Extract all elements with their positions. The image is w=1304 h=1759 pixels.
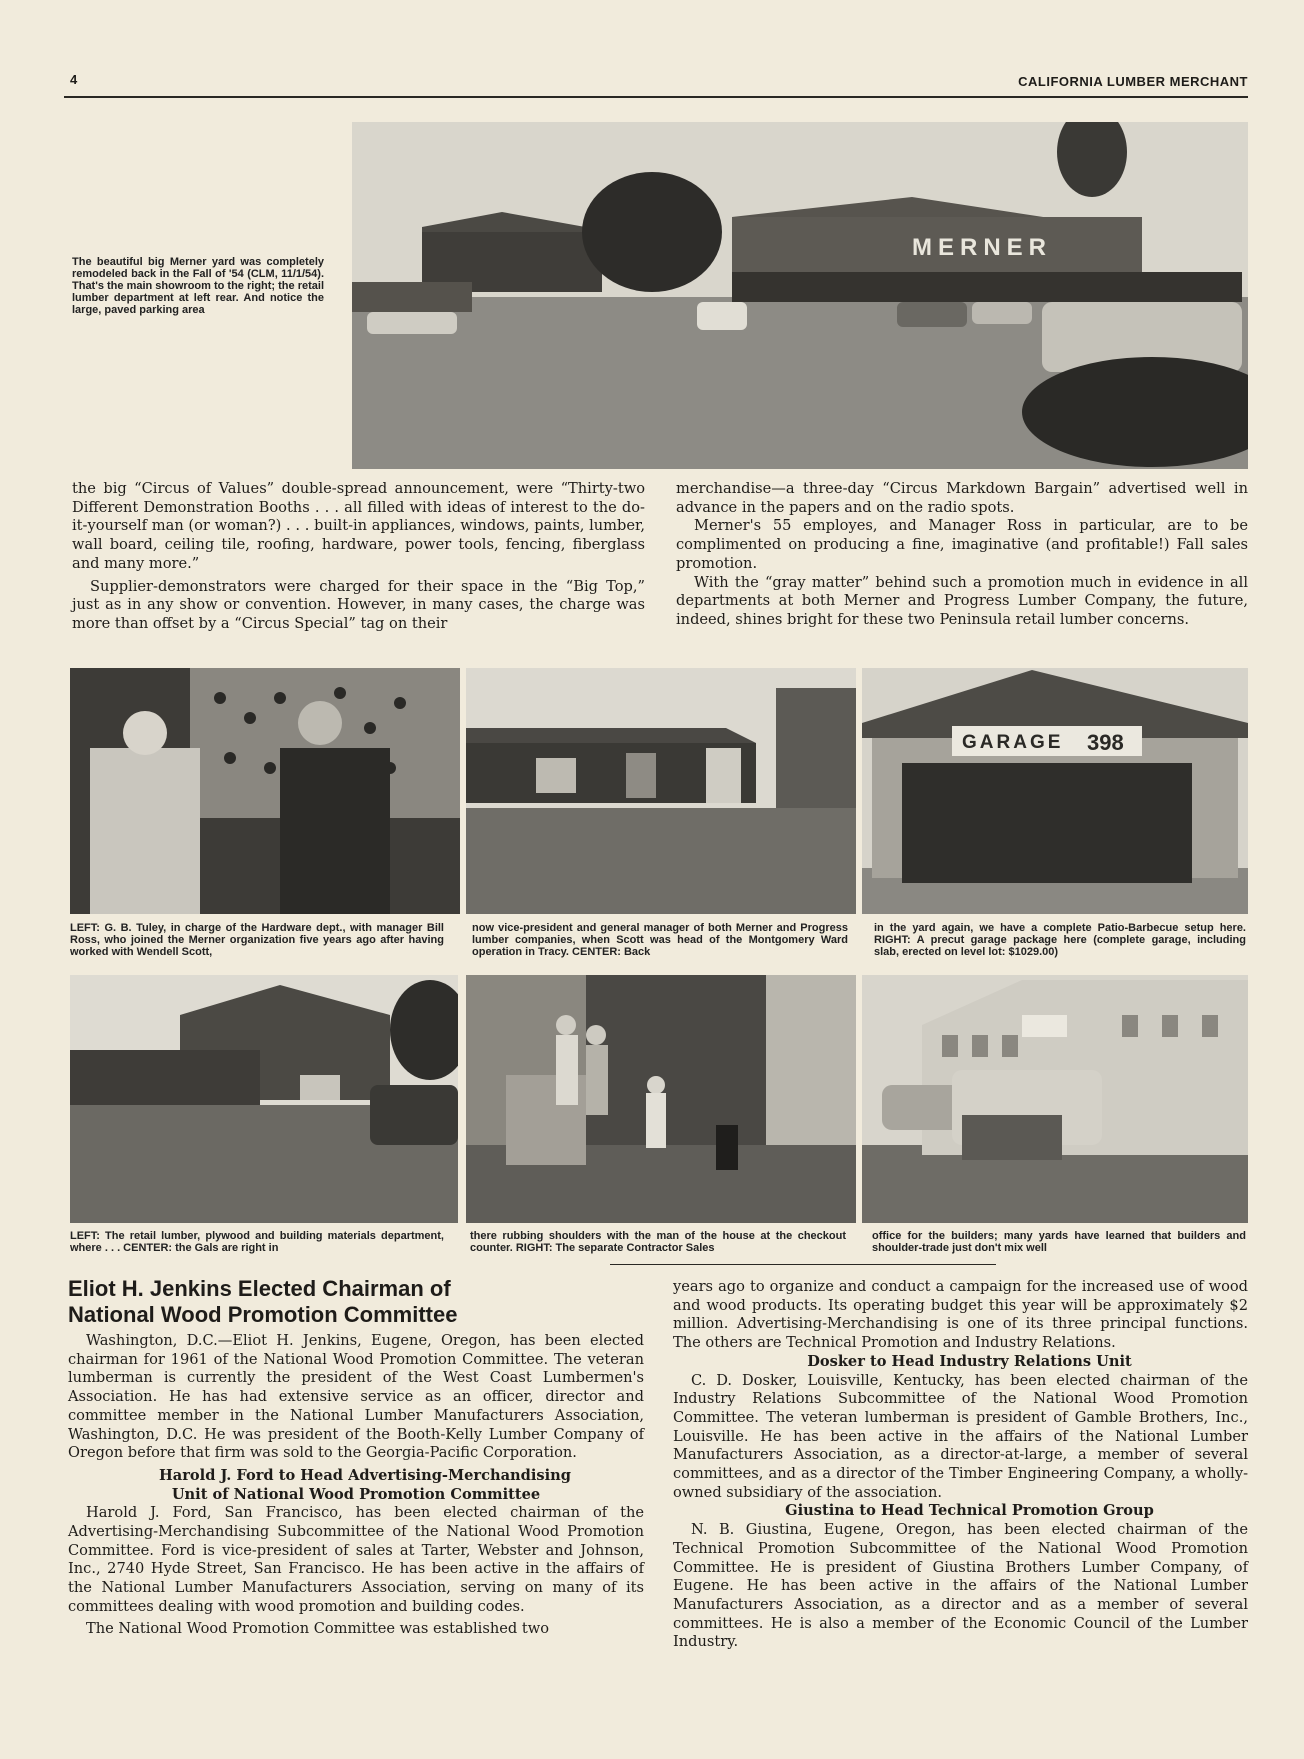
row2-caption-left: LEFT: The retail lumber, plywood and building materials department, where . . . CENTER: the Gals are right in — [70, 1230, 444, 1254]
article2-paragraph: Washington, D.C.—Eliot H. Jenkins, Eugene, Oregon, has been elected chairman for 1961 of the National Wood Promotion Committee. The veteran lumberman is currently the president of the West Coast Lumbermen's Association. He has had extensive service as an officer, director and committee member in the National Lumber Manufacturers Association, Washington, D.C. He was president of the Booth-Kelly Lumber Company of Oregon before that firm was sold to the Georgia-Pacific Corporation. — [68, 1332, 644, 1462]
row1-caption-left: LEFT: G. B. Tuley, in charge of the Hardware dept., with manager Bill Ross, who joined the Merner organization five years ago after having worked with Wendell Scott, — [70, 922, 444, 958]
garage-sign: GARAGE — [962, 732, 1064, 753]
retail-lumber-dept-photo — [70, 975, 458, 1223]
article2-headline — [68, 1276, 644, 1328]
article2-paragraph: Harold J. Ford, San Francisco, has been elected chairman of the Advertising-Merchandising Subcommittee of the National Wood Promotion Committee. Ford is vice-president of sales at Tarter, Webster and Johnson, Inc., 2740 Hyde Street, San Francisco. He has been active in the affairs of the National Lumber Manufacturers Association, serving on many of its committees dealing with wood promotion and building codes. — [68, 1504, 644, 1615]
patio-barbecue-photo — [466, 668, 856, 914]
merner-sign: MERNER — [912, 234, 1053, 261]
row2-caption-center: there rubbing shoulders with the man of the house at the checkout counter. RIGHT: The separate Contractor Sales — [470, 1230, 846, 1254]
top-photo-caption: The beautiful big Merner yard was completely remodeled back in the Fall of '54 (CLM, 11/1/54). That's the main showroom to the right; the retail lumber department at left rear. And notice the large, paved parking area — [72, 256, 324, 316]
article2-paragraph: C. D. Dosker, Louisville, Kentucky, has been elected chairman of the Industry Relations Subcommittee of the National Wood Promotion Committee. The veteran lumberman is president of Gamble Brothers, Inc., Louisville. He has been active in the affairs of the National Lumber Manufacturers Association, as a director-at-large, a member of several committees, and as a director of the Timber Engineering Company, a wholly-owned subsidiary of the association. — [673, 1371, 1248, 1501]
subhead-ford-line1: Harold J. Ford to Head Advertising-Merchandising — [159, 1466, 571, 1484]
article2-column2 — [673, 1278, 1248, 1652]
article1-paragraph: Merner's 55 employes, and Manager Ross in particular, are to be complimented on producing a fine, imaginative (and profitable!) Fall sales promotion. — [676, 517, 1248, 572]
row2-caption-right: office for the builders; many yards have learned that builders and shoulder-trade just don't mix well — [872, 1230, 1246, 1254]
subhead-ford-line2: Unit of National Wood Promotion Committee — [171, 1485, 541, 1503]
article2-column1 — [68, 1276, 644, 1638]
header-rule — [64, 96, 1248, 98]
article2-paragraph: The National Wood Promotion Committee was established two — [86, 1619, 550, 1637]
garage-package-photo — [862, 668, 1248, 914]
headline-line1: Eliot H. Jenkins Elected Chairman of — [68, 1276, 451, 1301]
publication-title: CALIFORNIA LUMBER MERCHANT — [1018, 74, 1248, 89]
checkout-counter-photo — [466, 975, 856, 1223]
section-rule — [610, 1264, 996, 1265]
hardware-dept-photo — [70, 668, 460, 914]
article2-paragraph: N. B. Giustina, Eugene, Oregon, has been elected chairman of the Technical Promotion Subcommittee of the National Wood Promotion Committee. He is president of Giustina Brothers Lumber Company, of Eugene. He has been active in the affairs of the National Lumber Manufacturers Association, as a director and as a member of several committees. He is also a member of the Economic Council of the Lumber Industry. — [673, 1521, 1248, 1651]
merner-yard-photo — [352, 122, 1248, 469]
article2-paragraph: years ago to organize and conduct a campaign for the increased use of wood and wood products. Its operating budget this year will be approximately $2 million. Advertising-Merchandising is one of its three principal functions. The others are Technical Promotion and Industry Relations. — [673, 1278, 1248, 1352]
subhead-giustina: Giustina to Head Technical Promotion Group — [785, 1502, 1154, 1520]
row1-caption-right: in the yard again, we have a complete Patio-Barbecue setup here. RIGHT: A precut garage package here (complete garage, including slab, erected on level lot: $1029.00) — [874, 922, 1246, 958]
contractor-sales-photo — [862, 975, 1248, 1223]
row1-caption-center: now vice-president and general manager of both Merner and Progress lumber companies, when Scott was head of the Montgomery Ward operation in Tracy. CENTER: Back — [472, 922, 848, 958]
article1-paragraph: With the “gray matter” behind such a promotion much in evidence in all departments at both Merner and Progress Lumber Company, the future, indeed, shines bright for these two Peninsula retail lumber concerns. — [676, 573, 1248, 628]
article1-paragraph: Supplier-demonstrators were charged for their space in the “Big Top,” just as in any show or convention. However, in many cases, the charge was more than offset by a “Circus Special” tag on their — [72, 577, 645, 632]
subhead-dosker: Dosker to Head Industry Relations Unit — [807, 1352, 1132, 1370]
subhead-ford — [68, 1467, 644, 1504]
article1-column2 — [676, 480, 1248, 630]
headline-line2: National Wood Promotion Committee — [68, 1302, 458, 1327]
article1-paragraph: the big “Circus of Values” double-spread announcement, were “Thirty-two Different Demonstration Booths . . . all filled with ideas of interest to the do-it-yourself man (or woman?) . . . built-in appliances, windows, paints, lumber, wall board, ceiling tile, roofing, hardware, power tools, fencing, fiberglass and many more.” — [72, 480, 645, 572]
garage-price: 398 — [1087, 730, 1124, 755]
article1-column1 — [72, 480, 645, 634]
page-number: 4 — [70, 72, 78, 87]
article1-paragraph: merchandise—a three-day “Circus Markdown Bargain” advertised well in advance in the papers and on the radio spots. — [676, 480, 1248, 516]
